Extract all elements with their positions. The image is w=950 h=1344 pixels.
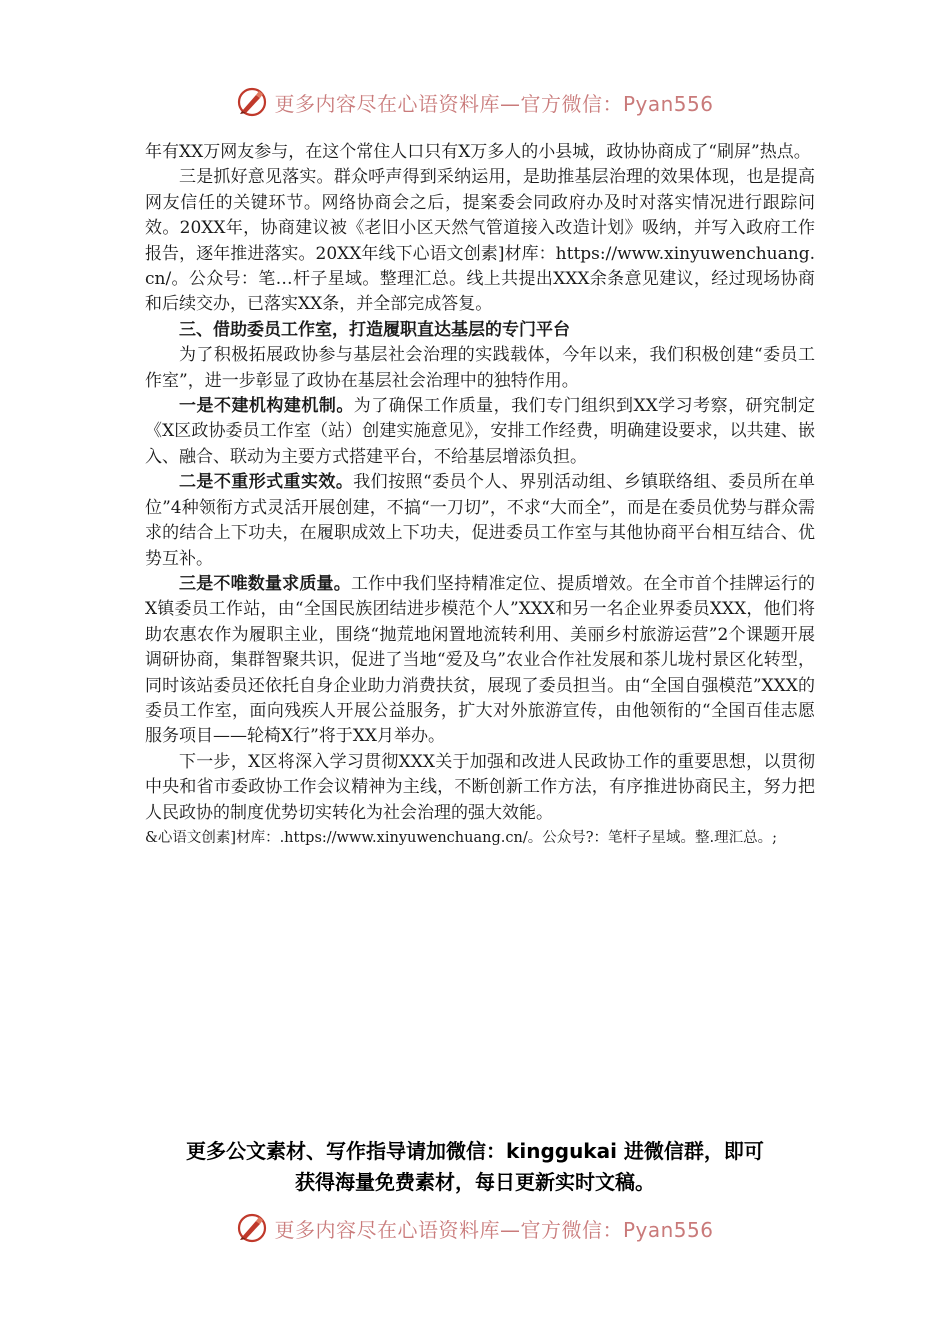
paragraph-lead: 三是不唯数量求质量。 bbox=[179, 573, 351, 594]
promo-block bbox=[0, 1136, 950, 1198]
paragraph-text: 为了确保工作质量，我们专门组织到XX学习考察，研究制定《X区政协委员工作室（站）创建实施意见》，安排工作经费，明确建设要求，以共建、嵌入、融合、联动为主要方式搭建平台，不给基层增添负担。 bbox=[145, 396, 815, 467]
paragraph-text: 我们按照“委员个人、界别活动组、乡镇联络组、委员所在单位”4种领衔方式灵活开展创建，不搞“一刀切”，不求“大而全”，而是在委员优势与群众需求的结合上下功夫，在履职成效上下功夫，促进委员工作室与其他协商平台相互结合、优势互补。 bbox=[145, 472, 815, 569]
paragraph bbox=[145, 750, 815, 826]
source-line: &心语文创素]材库：.https://www.xinyuwenchuang.cn/。公众号?：笔杆子星域。整.理汇总。; bbox=[145, 829, 777, 846]
paragraph bbox=[145, 165, 815, 317]
footer-banner bbox=[0, 1208, 950, 1248]
paragraph bbox=[145, 470, 815, 572]
paragraph-text: 三是抓好意见落实。群众呼声得到采纳运用，是助推基层治理的效果体现，也是提高网友信任的关键环节。网络协商会之后，提案委会同政府办及时对落实情况进行跟踪问效。20XX年，协商建议被《老旧小区天然气管道接入改造计划》吸纳，并写入政府工作报告，逐年推进落实。20XX年线下心语文创素]材库：https://www.xinyuwenchuang.cn/。公众号：笔…杆子星域。整理汇总。线上共提出XXX余条意见建议，经过现场协商和后续交办，已落实XX条，并全部完成答复。 bbox=[145, 167, 815, 315]
paragraph-lead: 二是不重形式重实效。 bbox=[179, 472, 354, 493]
document-body bbox=[145, 140, 815, 851]
paragraph bbox=[145, 343, 815, 394]
pen-circle-logo-icon bbox=[236, 86, 268, 118]
paragraph-text: 为了积极拓展政协参与基层社会治理的实践载体，今年以来，我们积极创建“委员工作室”，进一步彰显了政协在基层社会治理中的独特作用。 bbox=[145, 345, 815, 391]
paragraph-text: 下一步，X区将深入学习贯彻XXX关于加强和改进人民政协工作的重要思想，以贯彻中央和省市委政协工作会议精神为主线，不断创新工作方法，有序推进协商民主，努力把人民政协的制度优势切实转化为社会治理的强大效能。 bbox=[145, 751, 815, 823]
section-heading bbox=[145, 318, 815, 343]
section-heading-text: 三、借助委员工作室，打造履职直达基层的专门平台 bbox=[179, 319, 570, 340]
promo-line-2: 获得海量免费素材，每日更新实时文稿。 bbox=[295, 1170, 655, 1194]
paragraph bbox=[145, 140, 815, 165]
banner-text: 更多内容尽在心语资料库—官方微信：Pyan556 bbox=[274, 1217, 714, 1242]
paragraph-lead: 一是不建机构建机制。 bbox=[179, 396, 354, 417]
paragraph-text: 年有XX万网友参与，在这个常住人口只有X万多人的小县城，政协协商成了“刷屏”热点。 bbox=[145, 142, 811, 162]
paragraph bbox=[145, 572, 815, 750]
banner-text: 更多内容尽在心语资料库—官方微信：Pyan556 bbox=[274, 91, 714, 116]
pen-circle-logo-icon bbox=[236, 1212, 268, 1244]
header-banner bbox=[0, 82, 950, 122]
promo-line-1: 更多公文素材、写作指导请加微信：kinggukai 进微信群，即可 bbox=[186, 1139, 764, 1163]
paragraph-text: 工作中我们坚持精准定位、提质增效。在全市首个挂牌运行的X镇委员工作站，由“全国民族团结进步模范个人”XXX和另一名企业界委员XXX，他们将助农惠农作为履职主业，围绕“抛荒地闲置地流转利用、美丽乡村旅游运营”2个课题开展调研协商，集群智聚共识，促进了当地“爱及乌”农业合作社发展和茶儿垅村景区化转型，同时该站委员还依托自身企业助力消费扶贫，展现了委员担当。由“全国自强模范”XXX的委员工作室，面向残疾人开展公益服务，扩大对外旅游宣传，由他领衔的“全国百佳志愿服务项目——轮椅X行”将于XX月举办。 bbox=[145, 573, 816, 747]
paragraph bbox=[145, 394, 815, 470]
